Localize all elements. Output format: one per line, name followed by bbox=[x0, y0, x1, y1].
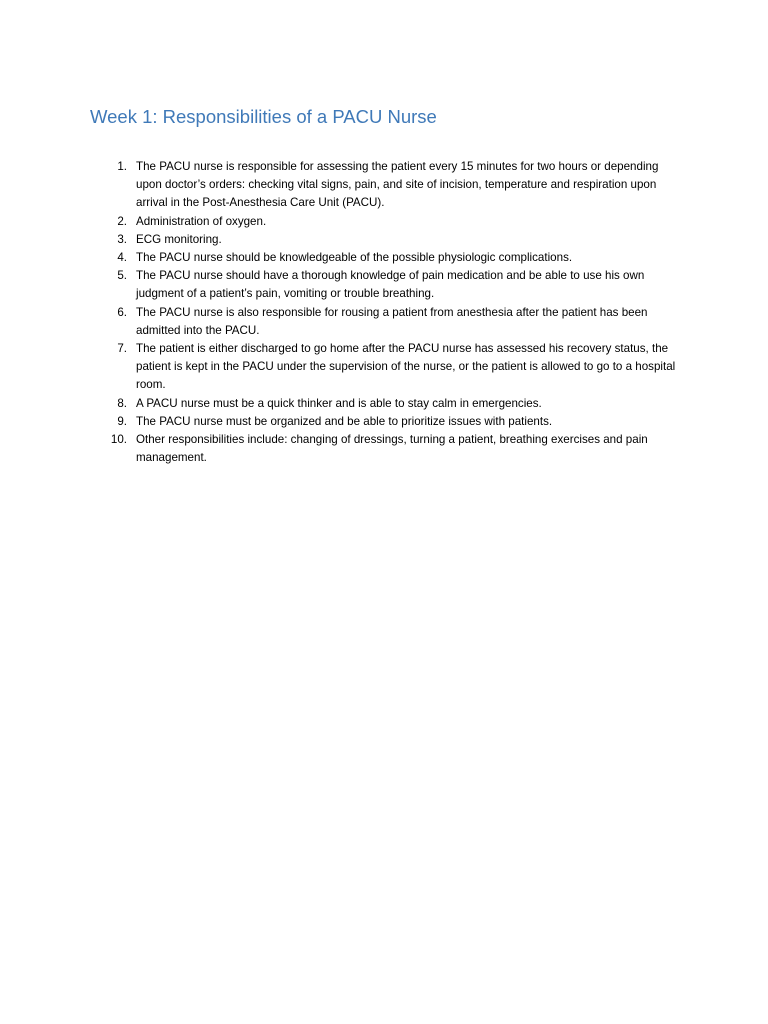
list-item-number: 9. bbox=[117, 414, 127, 428]
list-item-text: The PACU nurse is also responsible for rousing a patient from anesthesia after the patient has been admitted into the PACU. bbox=[136, 305, 648, 337]
list-item bbox=[107, 249, 677, 267]
list-item-text: The PACU nurse should have a thorough knowledge of pain medication and be able to use his own judgment of a patient’s pain, vomiting or trouble breathing. bbox=[136, 269, 645, 301]
list-item bbox=[107, 231, 677, 249]
list-item-text: ECG monitoring. bbox=[136, 232, 222, 246]
list-item-text: Other responsibilities include: changing of dressings, turning a patient, breathing exercises and pain management. bbox=[136, 433, 648, 465]
list-item-text: A PACU nurse must be a quick thinker and is able to stay calm in emergencies. bbox=[136, 396, 542, 410]
list-item-number: 2. bbox=[117, 214, 127, 228]
list-item-number: 7. bbox=[117, 342, 127, 356]
list-item-number: 1. bbox=[117, 160, 127, 173]
list-item bbox=[107, 158, 677, 213]
list-item-number: 5. bbox=[117, 269, 127, 283]
responsibilities-list bbox=[107, 158, 677, 467]
list-item bbox=[107, 340, 677, 395]
list-item-number: 3. bbox=[117, 232, 127, 246]
list-item-number: 4. bbox=[117, 251, 127, 265]
list-item bbox=[107, 267, 677, 303]
list-item-text: The PACU nurse should be knowledgeable of the possible physiologic complications. bbox=[136, 251, 573, 265]
list-item bbox=[107, 395, 677, 413]
list-item-number: 8. bbox=[117, 396, 127, 410]
list-item bbox=[107, 431, 677, 467]
list-item-text: The patient is either discharged to go home after the PACU nurse has assessed his recovery status, the patient is kept in the PACU under the supervision of the nurse, or the patient is allowed to go to a hospital room. bbox=[136, 342, 676, 392]
list-item-text: The PACU nurse is responsible for assessing the patient every 15 minutes for two hours or depending upon doctor’s orders: checking vital signs, pain, and site of incision, temperature and respiration upon arrival in the Post-Anesthesia Care Unit (PACU). bbox=[136, 160, 659, 210]
list-item-number: 10. bbox=[110, 433, 127, 447]
list-item-text: Administration of oxygen. bbox=[136, 214, 267, 228]
document-title: Week 1: Responsibilities of a PACU Nurse bbox=[90, 106, 437, 127]
list-item bbox=[107, 213, 677, 231]
list-item-number: 6. bbox=[117, 305, 127, 319]
list-item bbox=[107, 413, 677, 431]
list-item bbox=[107, 304, 677, 340]
list-item-text: The PACU nurse must be organized and be able to prioritize issues with patients. bbox=[136, 414, 553, 428]
